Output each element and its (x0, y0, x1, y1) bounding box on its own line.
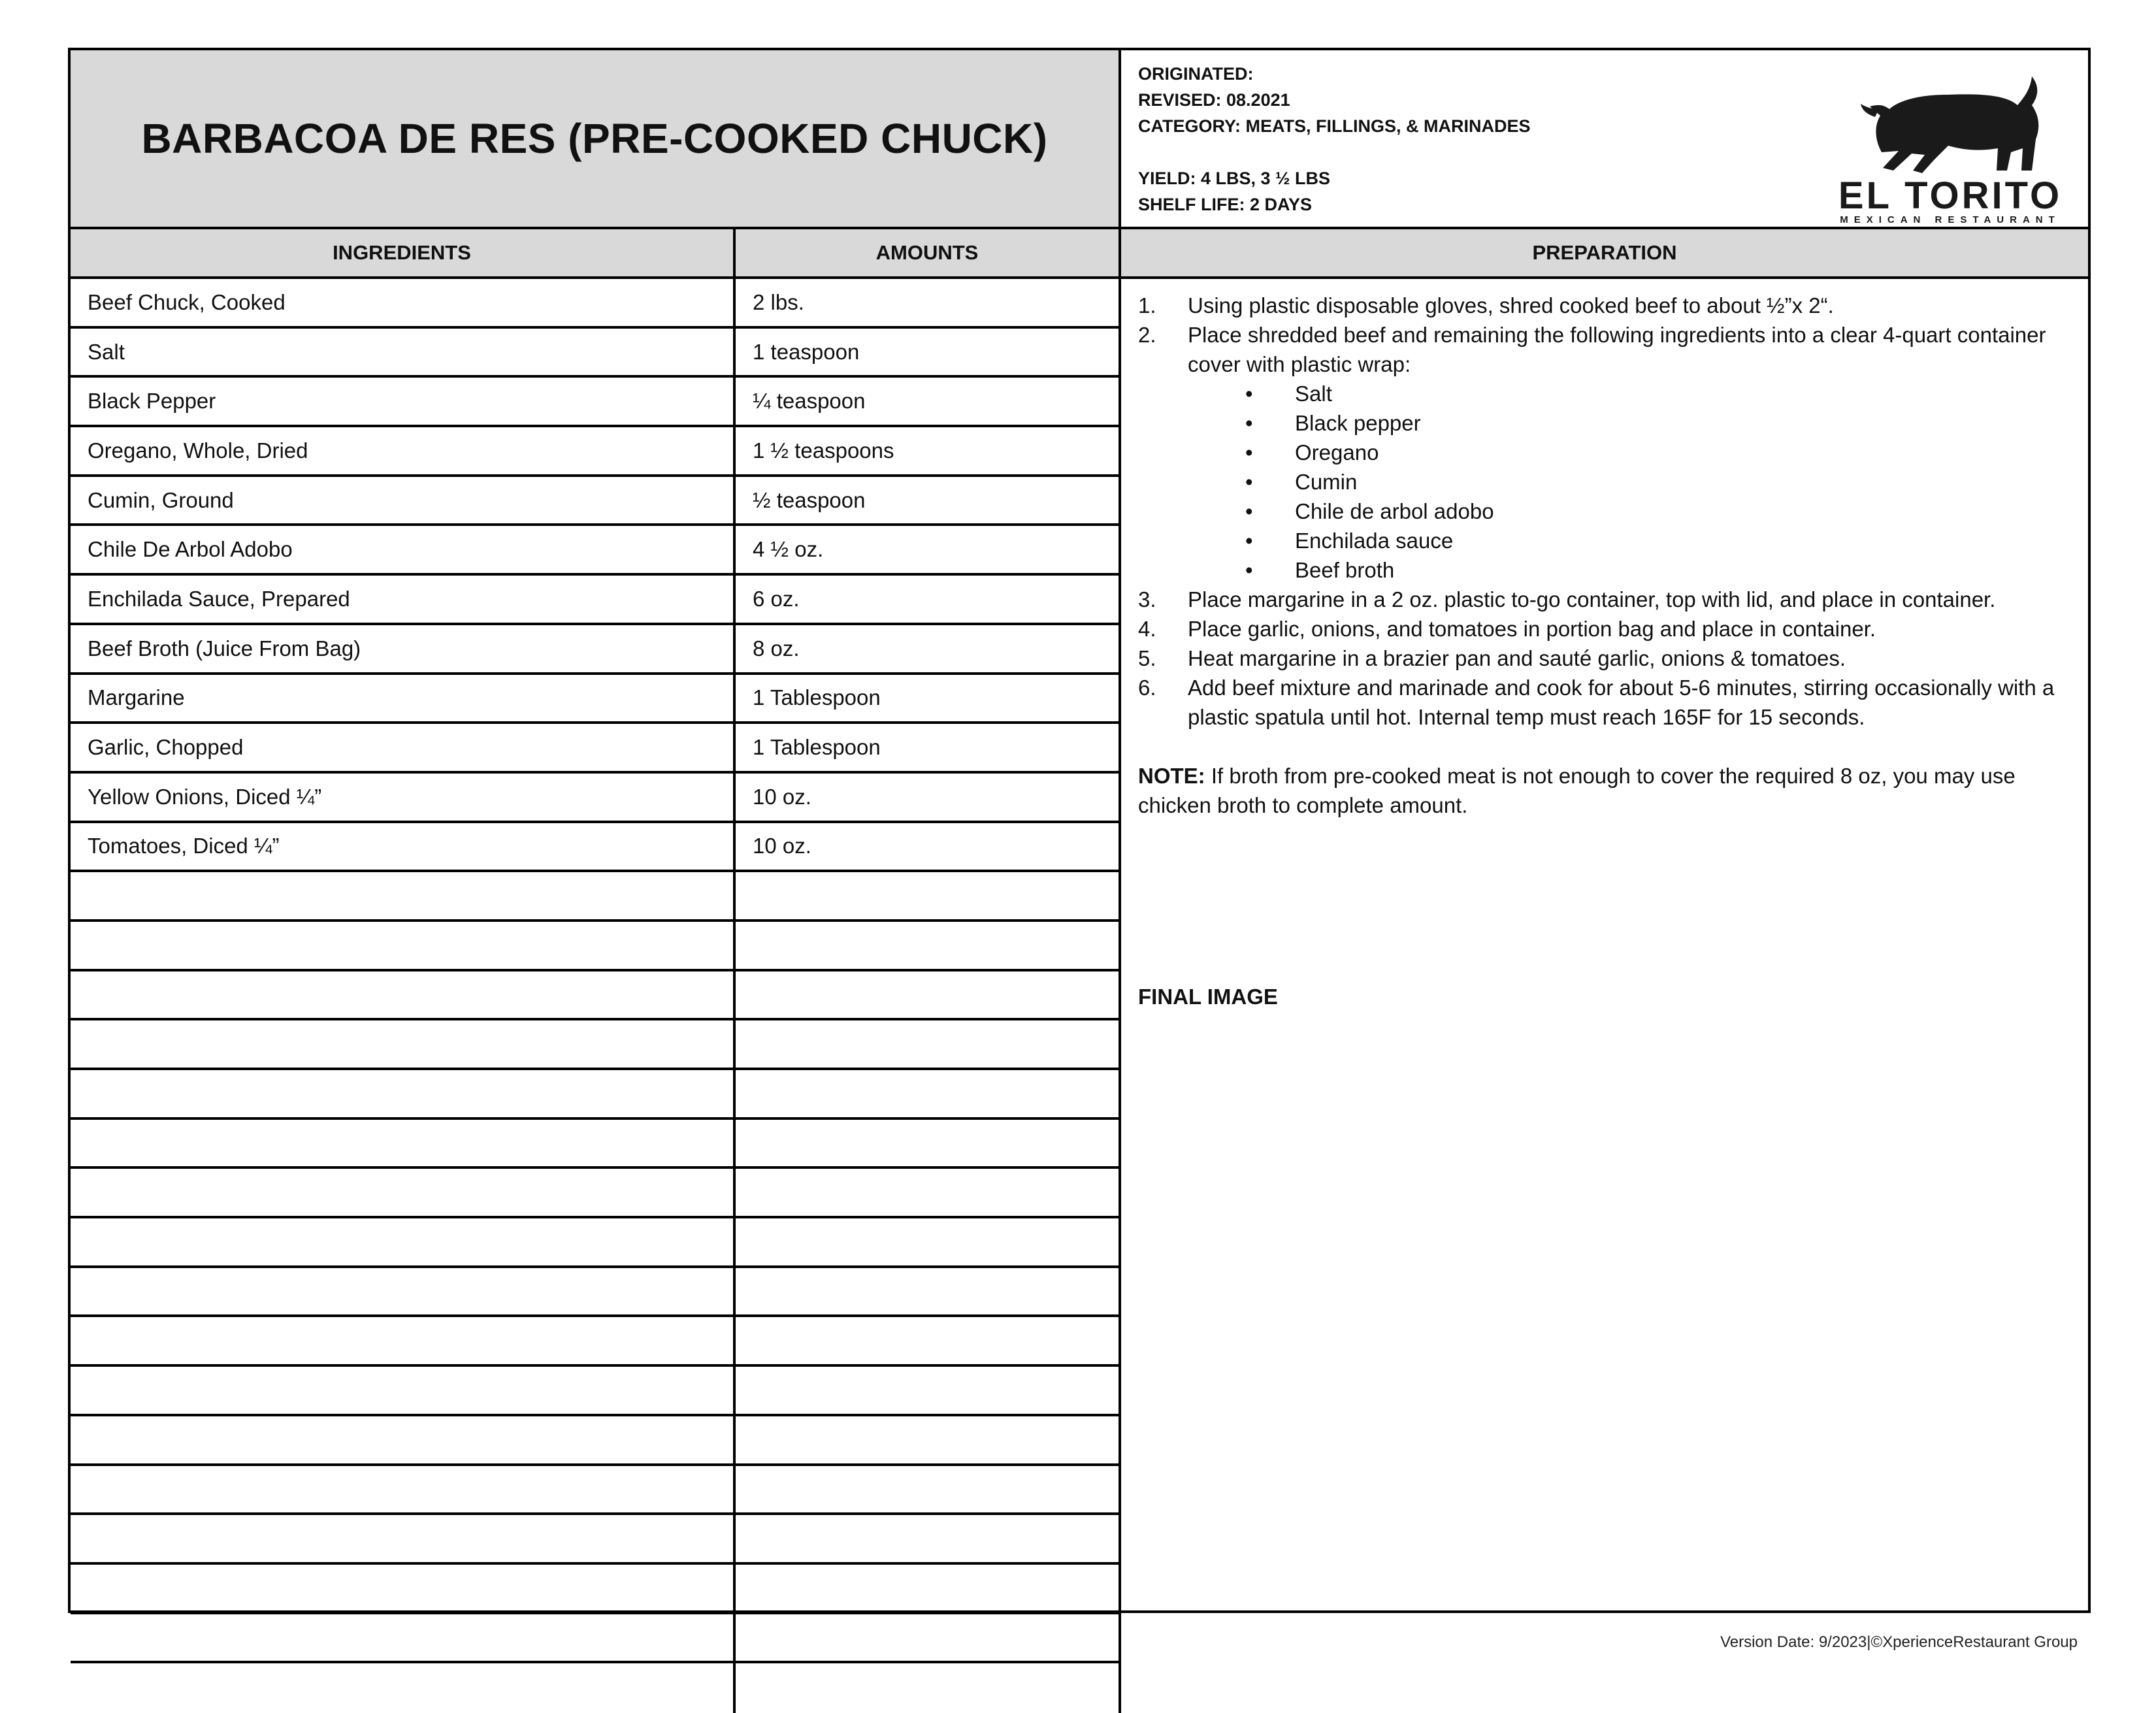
ingredient-name (71, 1466, 736, 1513)
ingredient-amount (736, 1268, 1121, 1315)
el-torito-logo (1836, 75, 2065, 225)
ingredient-amount (736, 1614, 1121, 1661)
originated-label: ORIGINATED: (1138, 64, 1254, 84)
preparation-steps (1138, 291, 2079, 820)
ingredient-amount: 1 Tablespoon (736, 724, 1121, 771)
ingredient-row (71, 971, 1121, 1021)
ingredient-row (71, 823, 1121, 873)
ingredient-amount (736, 971, 1121, 1019)
ingredient-amount (736, 1169, 1121, 1216)
ingredient-amount (736, 922, 1121, 969)
ingredient-row (71, 872, 1121, 922)
logo-tagline: MEXICAN RESTAURANT (1840, 214, 2061, 225)
recipe-title: BARBACOA DE RES (PRE-COOKED CHUCK) (141, 115, 1048, 162)
ingredient-amount (736, 1120, 1121, 1167)
preparation-column-header: PREPARATION (1121, 229, 2088, 279)
ingredient-name (71, 1169, 736, 1216)
ingredient-amount (736, 1466, 1121, 1513)
amounts-column-header: AMOUNTS (736, 229, 1121, 279)
ingredient-name: Black Pepper (71, 378, 736, 425)
title-block (71, 50, 1121, 229)
ingredient-name (71, 1367, 736, 1414)
ingredient-name (71, 1515, 736, 1562)
category-label: CATEGORY: MEATS, FILLINGS, & MARINADES (1138, 116, 1531, 136)
ingredient-row (71, 378, 1121, 427)
bull-icon (1836, 75, 2065, 225)
sub-item: • Beef broth (1245, 558, 1395, 582)
version-footer: Version Date: 9/2023|©XperienceRestaurant Group (1720, 1633, 2078, 1651)
ingredient-row (71, 922, 1121, 971)
ingredient-amount: 4 ½ oz. (736, 526, 1121, 573)
ingredient-name (71, 1614, 736, 1661)
ingredient-row (71, 427, 1121, 477)
logo-wordmark: EL TORITO (1838, 174, 2063, 217)
ingredient-row (71, 1169, 1121, 1218)
ingredient-name (71, 872, 736, 919)
ingredient-amount (736, 1070, 1121, 1117)
prep-step: 5. Heat margarine in a brazier pan and sauté garlic, onions & tomatoes. (1138, 646, 1846, 670)
ingredients-column-header: INGREDIENTS (71, 229, 736, 279)
ingredient-amount: 1 ½ teaspoons (736, 427, 1121, 474)
ingredients-table (71, 279, 1121, 1713)
ingredient-row (71, 279, 1121, 329)
ingredient-amount: 10 oz. (736, 823, 1121, 870)
ingredient-name: Margarine (71, 675, 736, 722)
ingredient-amount (736, 1367, 1121, 1414)
ingredient-amount: 6 oz. (736, 576, 1121, 623)
ingredient-name (71, 971, 736, 1019)
ingredient-amount (736, 1416, 1121, 1463)
ingredient-amount: 8 oz. (736, 625, 1121, 672)
ingredient-row (71, 526, 1121, 576)
ingredient-amount (736, 872, 1121, 919)
ingredient-name (71, 1565, 736, 1612)
ingredient-amount (736, 1020, 1121, 1068)
ingredient-row (71, 1663, 1121, 1713)
ingredient-row (71, 329, 1121, 378)
sub-item: • Enchilada sauce (1245, 529, 1454, 553)
prep-note: NOTE: If broth from pre-cooked meat is not enough to cover the required 8 oz, you may use chicken broth to complete amount. (1138, 764, 2016, 817)
sub-item: • Cumin (1245, 470, 1358, 494)
ingredient-amount (736, 1317, 1121, 1364)
ingredient-amount: 1 teaspoon (736, 329, 1121, 376)
ingredient-name: Tomatoes, Diced ¼” (71, 823, 736, 870)
ingredient-row (71, 1070, 1121, 1120)
ingredient-row (71, 675, 1121, 725)
final-image-label: FINAL IMAGE (1138, 985, 1278, 1009)
ingredient-name: Yellow Onions, Diced ¼” (71, 774, 736, 821)
ingredient-name (71, 922, 736, 969)
revised-label: REVISED: 08.2021 (1138, 90, 1290, 110)
ingredient-row (71, 1120, 1121, 1169)
ingredient-name (71, 1070, 736, 1117)
shelf-life-label: SHELF LIFE: 2 DAYS (1138, 195, 1313, 214)
ingredient-name: Salt (71, 329, 736, 376)
prep-step: 4. Place garlic, onions, and tomatoes in portion bag and place in container. (1138, 617, 1876, 641)
ingredient-name (71, 1120, 736, 1167)
ingredient-name: Garlic, Chopped (71, 724, 736, 771)
ingredient-name (71, 1663, 736, 1713)
ingredient-name: Chile De Arbol Adobo (71, 526, 736, 573)
ingredient-name: Cumin, Ground (71, 477, 736, 524)
ingredient-row (71, 1515, 1121, 1565)
ingredient-row (71, 774, 1121, 823)
ingredient-name (71, 1268, 736, 1315)
ingredient-amount (736, 1663, 1121, 1713)
ingredient-row (71, 1416, 1121, 1466)
sub-item: • Oregano (1245, 440, 1379, 465)
ingredient-name (71, 1416, 736, 1463)
ingredient-row (71, 625, 1121, 675)
ingredient-row (71, 724, 1121, 774)
prep-step: 3. Place margarine in a 2 oz. plastic to-go container, top with lid, and place in container. (1138, 587, 1996, 612)
prep-sub-items (1138, 379, 2079, 585)
ingredient-amount: ½ teaspoon (736, 477, 1121, 524)
sub-item: • Salt (1245, 382, 1332, 406)
ingredient-row (71, 576, 1121, 625)
ingredient-amount: 2 lbs. (736, 279, 1121, 326)
sub-item: • Chile de arbol adobo (1245, 499, 1494, 523)
info-block (1121, 50, 2088, 229)
ingredient-row (71, 1268, 1121, 1318)
ingredient-name (71, 1317, 736, 1364)
ingredient-amount (736, 1515, 1121, 1562)
sub-item: • Black pepper (1245, 411, 1421, 435)
ingredient-row (71, 1466, 1121, 1516)
prep-step: 1. Using plastic disposable gloves, shred cooked beef to about ½”x 2“. (1138, 293, 1834, 318)
ingredient-row (71, 477, 1121, 527)
yield-label: YIELD: 4 LBS, 3 ½ LBS (1138, 169, 1331, 188)
ingredient-row (71, 1367, 1121, 1416)
ingredient-row (71, 1218, 1121, 1268)
ingredient-row (71, 1317, 1121, 1367)
ingredient-name (71, 1020, 736, 1068)
ingredient-amount: 1 Tablespoon (736, 675, 1121, 722)
prep-step: 6. Add beef mixture and marinade and cook for about 5-6 minutes, stirring occasionally with a plastic spatula until hot. Internal temp must reach 165F for 15 seconds. (1138, 676, 2055, 729)
prep-step: 2. Place shredded beef and remaining the following ingredients into a clear 4-quart container cover with plastic wrap: (1138, 323, 2046, 376)
ingredient-name: Enchilada Sauce, Prepared (71, 576, 736, 623)
ingredient-row (71, 1565, 1121, 1614)
ingredient-row (71, 1614, 1121, 1664)
ingredient-amount: 10 oz. (736, 774, 1121, 821)
ingredient-name: Oregano, Whole, Dried (71, 427, 736, 474)
recipe-card (68, 48, 2091, 1613)
ingredient-name: Beef Chuck, Cooked (71, 279, 736, 326)
ingredient-amount: ¼ teaspoon (736, 378, 1121, 425)
ingredient-amount (736, 1565, 1121, 1612)
ingredient-name (71, 1218, 736, 1265)
ingredient-row (71, 1020, 1121, 1070)
ingredient-amount (736, 1218, 1121, 1265)
ingredient-name: Beef Broth (Juice From Bag) (71, 625, 736, 672)
